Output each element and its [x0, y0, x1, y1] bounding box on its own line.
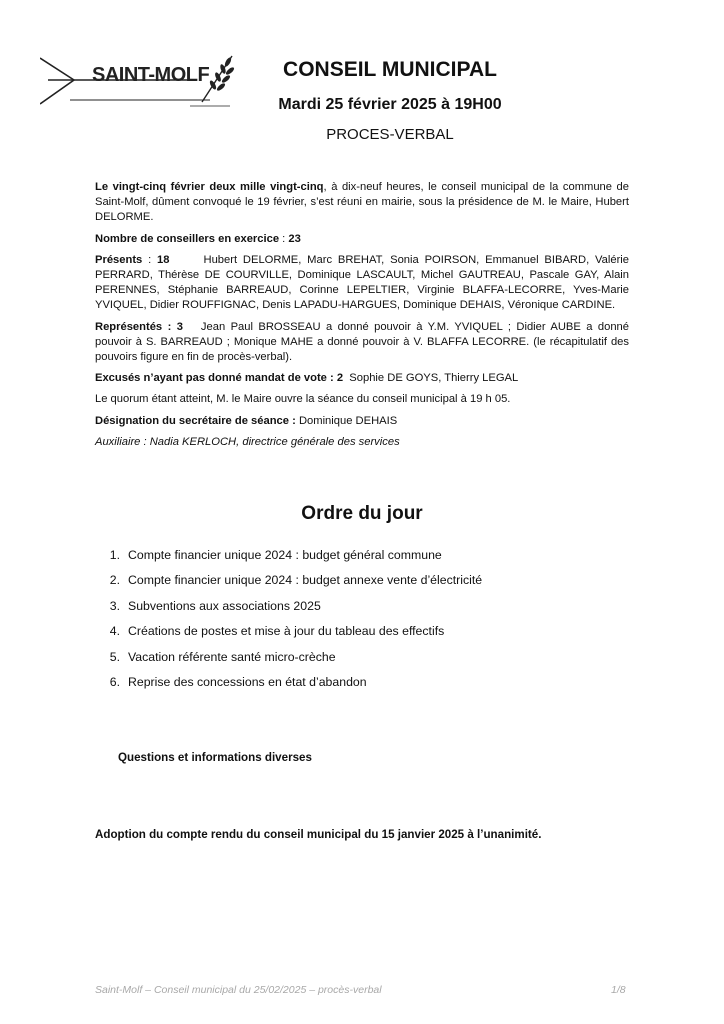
- document-title: CONSEIL MUNICIPAL: [283, 58, 497, 81]
- presents-paragraph: [95, 253, 629, 314]
- agenda-item-number: 5.: [109, 649, 120, 664]
- agenda-item: [98, 624, 482, 649]
- exercice-line: [95, 232, 629, 247]
- agenda-item-number: 3.: [109, 598, 120, 613]
- secretaire-line: [95, 414, 629, 429]
- agenda-item-number: 1.: [109, 548, 120, 562]
- agenda-item-number: 2.: [109, 573, 120, 588]
- agenda-item: [98, 548, 482, 573]
- presents-sep: :: [142, 253, 158, 266]
- document-subtitle: PROCES-VERBAL: [326, 126, 454, 143]
- agenda-item-text: Subventions aux associations 2025: [128, 598, 321, 613]
- excuses-label: Excusés n’ayant pas donné mandat de vote : 2: [95, 372, 344, 385]
- agenda-item-text: Créations de postes et mise à jour du tableau des effectifs: [128, 624, 445, 639]
- exercice-sep: :: [279, 232, 289, 245]
- agenda-item-text: Vacation référente santé micro-crèche: [128, 649, 336, 664]
- agenda-item: [98, 675, 482, 700]
- agenda-item: [98, 599, 482, 624]
- representes-paragraph: [95, 320, 629, 366]
- presents-count: 18: [157, 253, 170, 266]
- agenda-item: [98, 650, 482, 675]
- secretaire-name: Dominique DEHAIS: [298, 414, 398, 427]
- agenda-item-text: Reprise des concessions en état d’abandon: [128, 674, 367, 689]
- exercice-value: 23: [288, 232, 301, 245]
- agenda-item-number: 6.: [109, 674, 120, 689]
- intro-bold: Le vingt-cinq février deux mille vingt-cinq: [95, 181, 324, 193]
- agenda-heading: Ordre du jour: [301, 503, 423, 524]
- agenda-item-text: Compte financier unique 2024 : budget général commune: [128, 548, 442, 562]
- agenda-list: [98, 548, 482, 700]
- adoption-statement: Adoption du compte rendu du conseil municipal du 15 janvier 2025 à l’unanimité.: [95, 828, 542, 841]
- excuses-line: [95, 371, 629, 386]
- page-number: 1/8: [611, 984, 626, 996]
- intro-rest: , à dix-neuf heures, le conseil municipal de la commune de Saint-Molf, dûment convoqué le 19 février, s’est réuni en mairie, sous la présidence de M. le Maire, Hubert DELORME.: [95, 181, 629, 224]
- minutes-body: [95, 180, 629, 456]
- saint-molf-logo: [40, 52, 240, 114]
- quorum-line: Le quorum étant atteint, M. le Maire ouvre la séance du conseil municipal à 19 h 05.: [95, 393, 511, 406]
- footer-text: Saint-Molf – Conseil municipal du 25/02/2025 – procès-verbal: [95, 984, 382, 996]
- presents-label: Présents: [95, 253, 143, 266]
- excuses-names: Sophie DE GOYS, Thierry LEGAL: [349, 372, 519, 385]
- agenda-item-number: 4.: [109, 624, 120, 639]
- agenda-item: [98, 573, 482, 598]
- auxiliaire-line: Auxiliaire : Nadia KERLOCH, directrice générale des services: [95, 435, 400, 448]
- logo-text: SAINT-MOLF: [92, 64, 210, 86]
- representes-text: Jean Paul BROSSEAU a donné pouvoir à Y.M. YVIQUEL ; Didier AUBE a donné pouvoir à S. BARREAUD ; Monique MAHE a donné pouvoir à V. BLAFFA LECORRE. (le récapitulatif des pouvoirs figure en fin de procès-verbal).: [95, 320, 629, 364]
- intro-paragraph: [95, 180, 629, 226]
- representes-label: Représentés : 3: [95, 320, 183, 333]
- questions-heading: Questions et informations diverses: [118, 751, 312, 764]
- meeting-date: Mardi 25 février 2025 à 19H00: [278, 96, 502, 113]
- presents-names: Hubert DELORME, Marc BREHAT, Sonia POIRSON, Emmanuel BIBARD, Valérie PERRARD, Thérèse DE COURVILLE, Dominique LASCAULT, Michel GAUTREAU, Pascale GAY, Alain PERENNES, Stéphanie BARREAUD, Corinne LEPELTIER, Virginie BLAFFA-LECORRE, Yves-Marie YVIQUEL, Didier ROUFFIGNAC, Denis LAPADU-HARGUES, Dominique DEHAIS, Véronique CARDINE.: [95, 253, 629, 312]
- agenda-item-text: Compte financier unique 2024 : budget annexe vente d’électricité: [128, 573, 483, 588]
- secretaire-label: Désignation du secrétaire de séance :: [95, 414, 296, 427]
- exercice-label: Nombre de conseillers en exercice: [95, 232, 280, 245]
